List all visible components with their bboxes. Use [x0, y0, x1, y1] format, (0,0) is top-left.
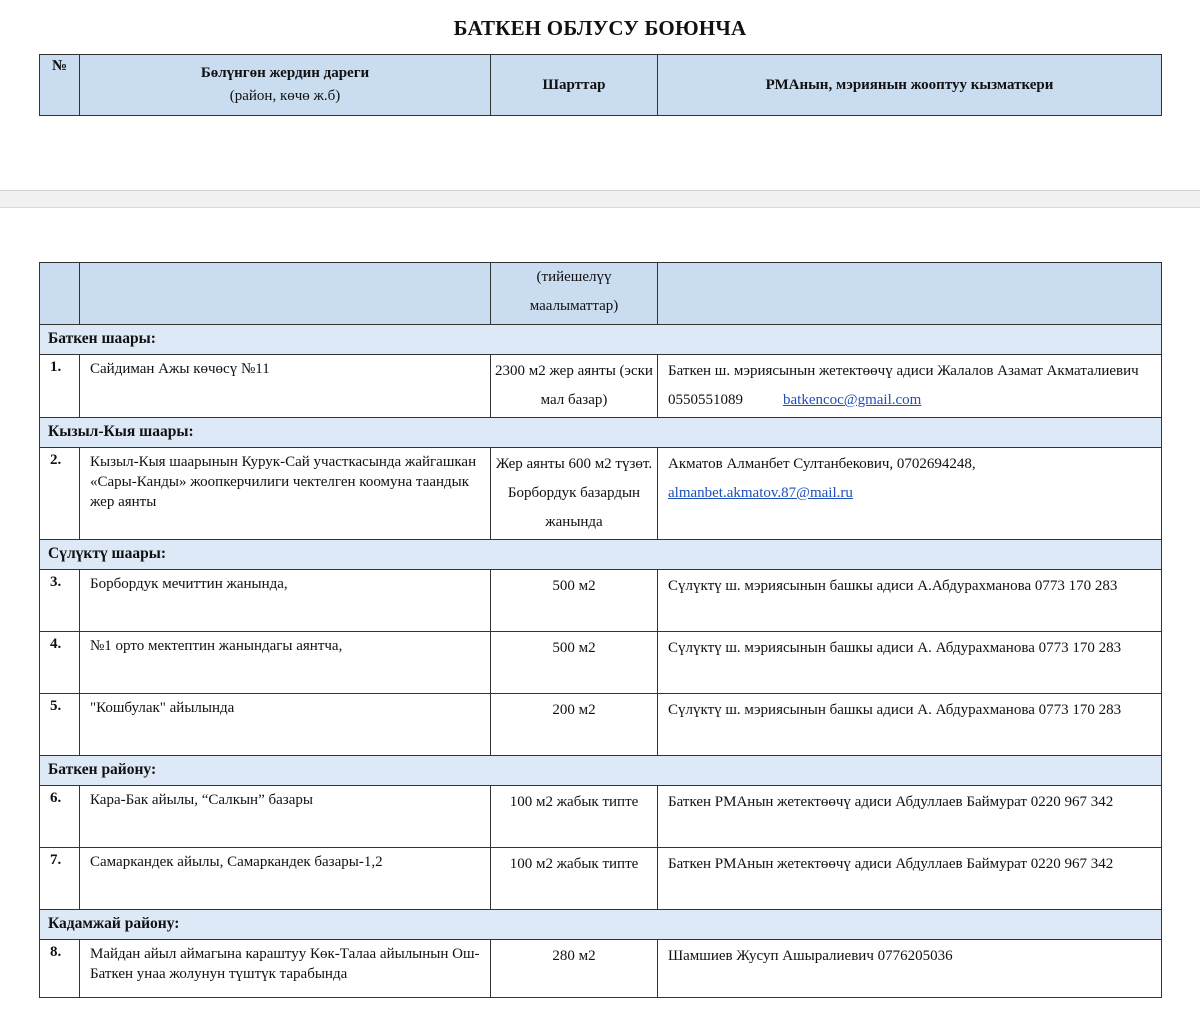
row-conditions: 200 м2: [491, 694, 658, 756]
header-location: [80, 55, 491, 116]
page-break: [0, 190, 1200, 208]
continued-header-contact: [658, 263, 1162, 325]
row-conditions: 500 м2: [491, 632, 658, 694]
header-num: №: [40, 55, 80, 116]
email-link[interactable]: almanbet.akmatov.87@mail.ru: [668, 485, 853, 501]
section-title: Кадамжай району:: [40, 910, 1162, 940]
document-title: БАТКЕН ОБЛУСУ БОЮНЧА: [453, 16, 747, 40]
row-location: Кара-Бак айылы, “Салкын” базары: [80, 786, 491, 848]
main-table: [39, 262, 1162, 998]
row-location: №1 орто мектептин жанындагы аянтча,: [80, 632, 491, 694]
row-contact: [658, 632, 1162, 694]
section-title: Сүлүктү шаары:: [40, 540, 1162, 570]
section-row: [40, 910, 1162, 940]
row-contact-text: Сүлүктү ш. мэриясынын башкы адиси А. Абдурахманова 0773 170 283: [668, 702, 1122, 718]
section-row: [40, 418, 1162, 448]
row-number: 3.: [40, 570, 80, 632]
row-conditions: Жер аянты 600 м2 түзөт. Борбордук базардын жанында: [491, 448, 658, 540]
row-contact: [658, 448, 1162, 540]
table-row: [40, 355, 1162, 418]
row-contact: [658, 848, 1162, 910]
continued-header-num: [40, 263, 80, 325]
row-contact-text: Сүлүктү ш. мэриясынын башкы адиси А. Абдурахманова 0773 170 283: [668, 640, 1122, 656]
header-location-title: Бөлүнгөн жердин дареги: [200, 65, 370, 81]
row-location: Самаркандек айылы, Самаркандек базары-1,2: [80, 848, 491, 910]
row-location: Сайдиман Ажы көчөсү №11: [80, 355, 491, 418]
row-number: 1.: [40, 355, 80, 418]
row-number: 6.: [40, 786, 80, 848]
row-conditions: 500 м2: [491, 570, 658, 632]
table-row: [40, 786, 1162, 848]
header-contact: РМАнын, мэриянын жооптуу кызматкери: [658, 55, 1162, 116]
row-contact: [658, 694, 1162, 756]
row-number: 2.: [40, 448, 80, 540]
row-location: Борбордук мечиттин жанында,: [80, 570, 491, 632]
table-row: [40, 940, 1162, 998]
continued-header-conditions: (тийешелүү маалыматтар): [491, 263, 658, 325]
row-location: "Кошбулак" айылында: [80, 694, 491, 756]
row-contact: [658, 355, 1162, 418]
header-conditions: Шарттар: [491, 55, 658, 116]
row-contact: [658, 940, 1162, 998]
section-row: [40, 756, 1162, 786]
row-location: Майдан айыл аймагына караштуу Көк-Талаа айылынын Ош-Баткен унаа жолунун түштүк тарабында: [80, 940, 491, 998]
row-number: 5.: [40, 694, 80, 756]
table-row: [40, 448, 1162, 540]
row-contact-text: Сүлүктү ш. мэриясынын башкы адиси А.Абдурахманова 0773 170 283: [668, 578, 1118, 594]
row-contact-text: Баткен РМАнын жетектөөчү адиси Абдуллаев Баймурат 0220 967 342: [668, 856, 1114, 872]
table-row: [40, 632, 1162, 694]
document-page-top: [0, 0, 1200, 190]
table-row: [40, 570, 1162, 632]
row-contact: [658, 570, 1162, 632]
row-contact-text: Акматов Алманбет Султанбекович, 0702694248,: [668, 456, 976, 472]
row-location: Кызыл-Кыя шаарынын Курук-Сай участкасында жайгашкан «Сары-Канды» жоопкерчилиги чектелген коомуна таандык жер аянты: [80, 448, 491, 540]
table-row: [40, 694, 1162, 756]
section-title: Баткен району:: [40, 756, 1162, 786]
header-location-subtitle: (район, көчө ж.б): [229, 88, 341, 104]
row-number: 7.: [40, 848, 80, 910]
section-row: [40, 540, 1162, 570]
row-contact-text: Баткен ш. мэриясынын жетектөөчү адиси Жалалов Азамат Акматалиевич 0550551089: [668, 363, 1139, 408]
row-number: 8.: [40, 940, 80, 998]
row-contact-text: Шамшиев Жусуп Ашыралиевич 0776205036: [668, 948, 953, 964]
continued-header-location: [80, 263, 491, 325]
row-number: 4.: [40, 632, 80, 694]
table-row: [40, 848, 1162, 910]
section-title: Кызыл-Кыя шаары:: [40, 418, 1162, 448]
section-row: [40, 325, 1162, 355]
row-contact-text: Баткен РМАнын жетектөөчү адиси Абдуллаев Баймурат 0220 967 342: [668, 794, 1114, 810]
header-table: [39, 54, 1162, 116]
row-conditions: 100 м2 жабык типте: [491, 848, 658, 910]
email-link[interactable]: batkencoc@gmail.com: [783, 392, 922, 408]
row-contact: [658, 786, 1162, 848]
section-title: Баткен шаары:: [40, 325, 1162, 355]
row-conditions: 280 м2: [491, 940, 658, 998]
row-conditions: 2300 м2 жер аянты (эски мал базар): [491, 355, 658, 418]
row-conditions: 100 м2 жабык типте: [491, 786, 658, 848]
